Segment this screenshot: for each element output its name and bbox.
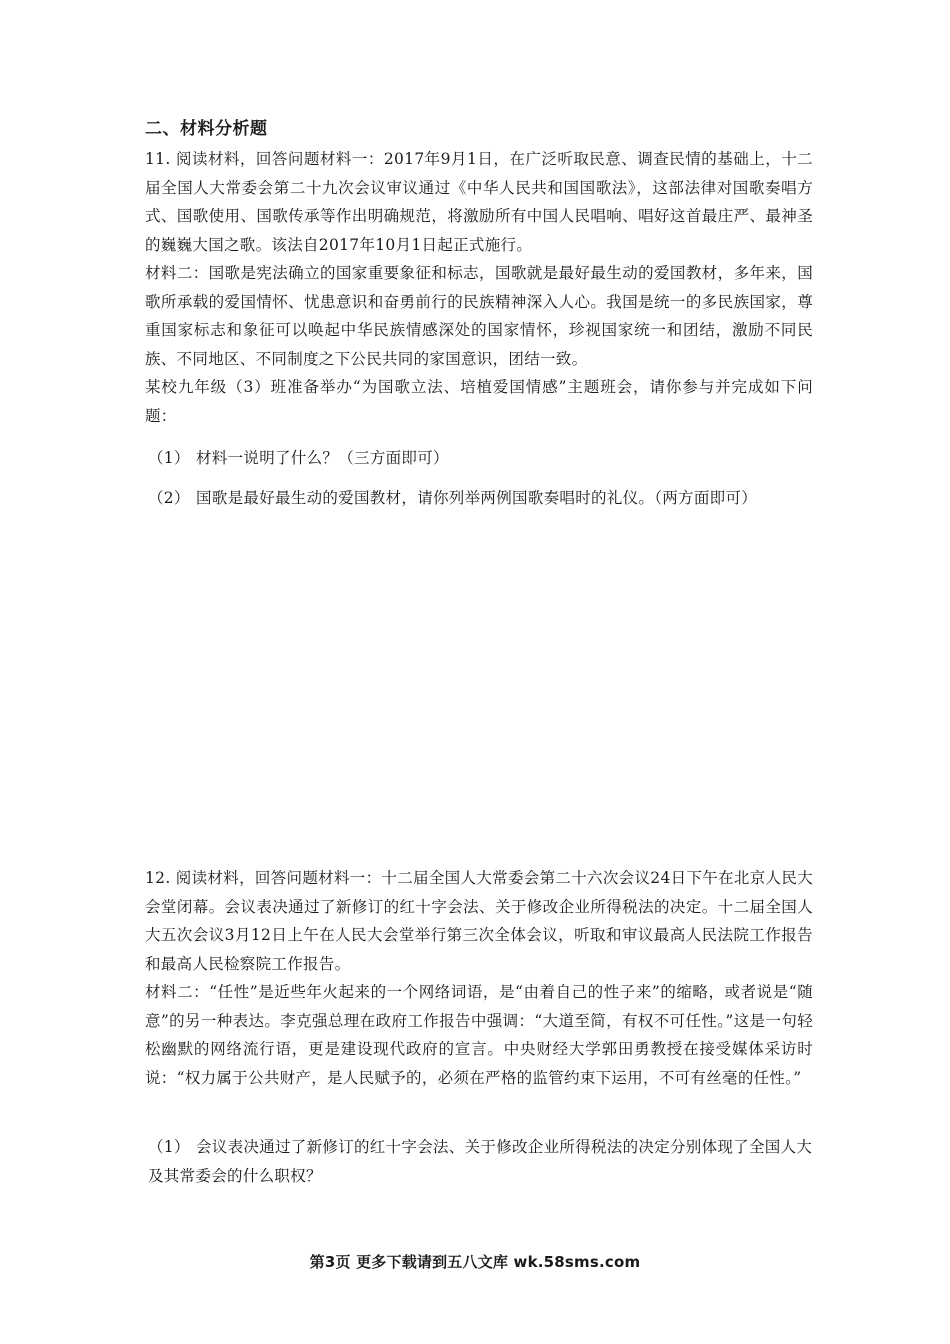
question-11-instruction: 某校九年级（3）班准备举办“为国歌立法、培植爱国情感”主题班会，请你参与并完成如下问题： xyxy=(145,378,813,425)
sub-question-text: 材料一说明了什么？（三方面即可） xyxy=(196,449,449,467)
question-11-sub-1 xyxy=(148,444,816,473)
question-12 xyxy=(145,864,813,1092)
page-footer: 第3页 更多下载请到五八文库 wk.58sms.com xyxy=(309,1253,641,1271)
sub-question-text: 国歌是最好最生动的爱国教材，请你列举两例国歌奏唱时的礼仪。（两方面即可） xyxy=(196,489,758,507)
question-11-material-2: 材料二：国歌是宪法确立的国家重要象征和标志，国歌就是最好最生动的爱国教材，多年来，国歌所承载的爱国情怀、忧患意识和奋勇前行的民族精神深入人心。我国是统一的多民族国家，尊重国家标志和象征可以唤起中华民族情感深处的国家情怀，珍视国家统一和团结，激励不同民族、不同地区、不同制度之下公民共同的家国意识，团结一致。 xyxy=(145,264,813,368)
question-11 xyxy=(145,145,813,430)
question-11-sub-2 xyxy=(148,484,816,513)
question-12-sub-1 xyxy=(148,1133,816,1190)
sub-question-number: （1） xyxy=(148,449,190,467)
question-12-material-1: 12. 阅读材料，回答问题材料一：十二届全国人大常委会第二十六次会议24日下午在北京人民大会堂闭幕。会议表决通过了新修订的红十字会法、关于修改企业所得税法的决定。十二届全国人大五次会议3月12日上午在人民大会堂举行第三次全体会议，听取和审议最高人民法院工作报告和最高人民检察院工作报告。 xyxy=(145,869,813,973)
question-12-material-2: 材料二：“任性”是近些年火起来的一个网络词语，是“由着自己的性子来”的缩略，或者说是“随意”的另一种表达。李克强总理在政府工作报告中强调：“大道至简，有权不可任性。”这是一句轻松幽默的网络流行语，更是建设现代政府的宣言。中央财经大学郭田勇教授在接受媒体采访时说：“权力属于公共财产，是人民赋予的，必须在严格的监管约束下运用，不可有丝毫的任性。” xyxy=(145,983,813,1087)
sub-question-text: 会议表决通过了新修订的红十字会法、关于修改企业所得税法的决定分别体现了全国人大及其常委会的什么职权？ xyxy=(148,1138,813,1185)
sub-question-number: （2） xyxy=(148,489,190,507)
sub-question-number: （1） xyxy=(148,1138,190,1156)
section-title: 二、材料分析题 xyxy=(145,119,268,139)
question-11-material-1: 11. 阅读材料，回答问题材料一：2017年9月1日，在广泛听取民意、调查民情的基础上，十二届全国人大常委会第二十九次会议审议通过《中华人民共和国国歌法》，这部法律对国歌奏唱方式、国歌使用、国歌传承等作出明确规范，将激励所有中国人民唱响、唱好这首最庄严、最神圣的巍巍大国之歌。该法自2017年10月1日起正式施行。 xyxy=(145,150,813,254)
